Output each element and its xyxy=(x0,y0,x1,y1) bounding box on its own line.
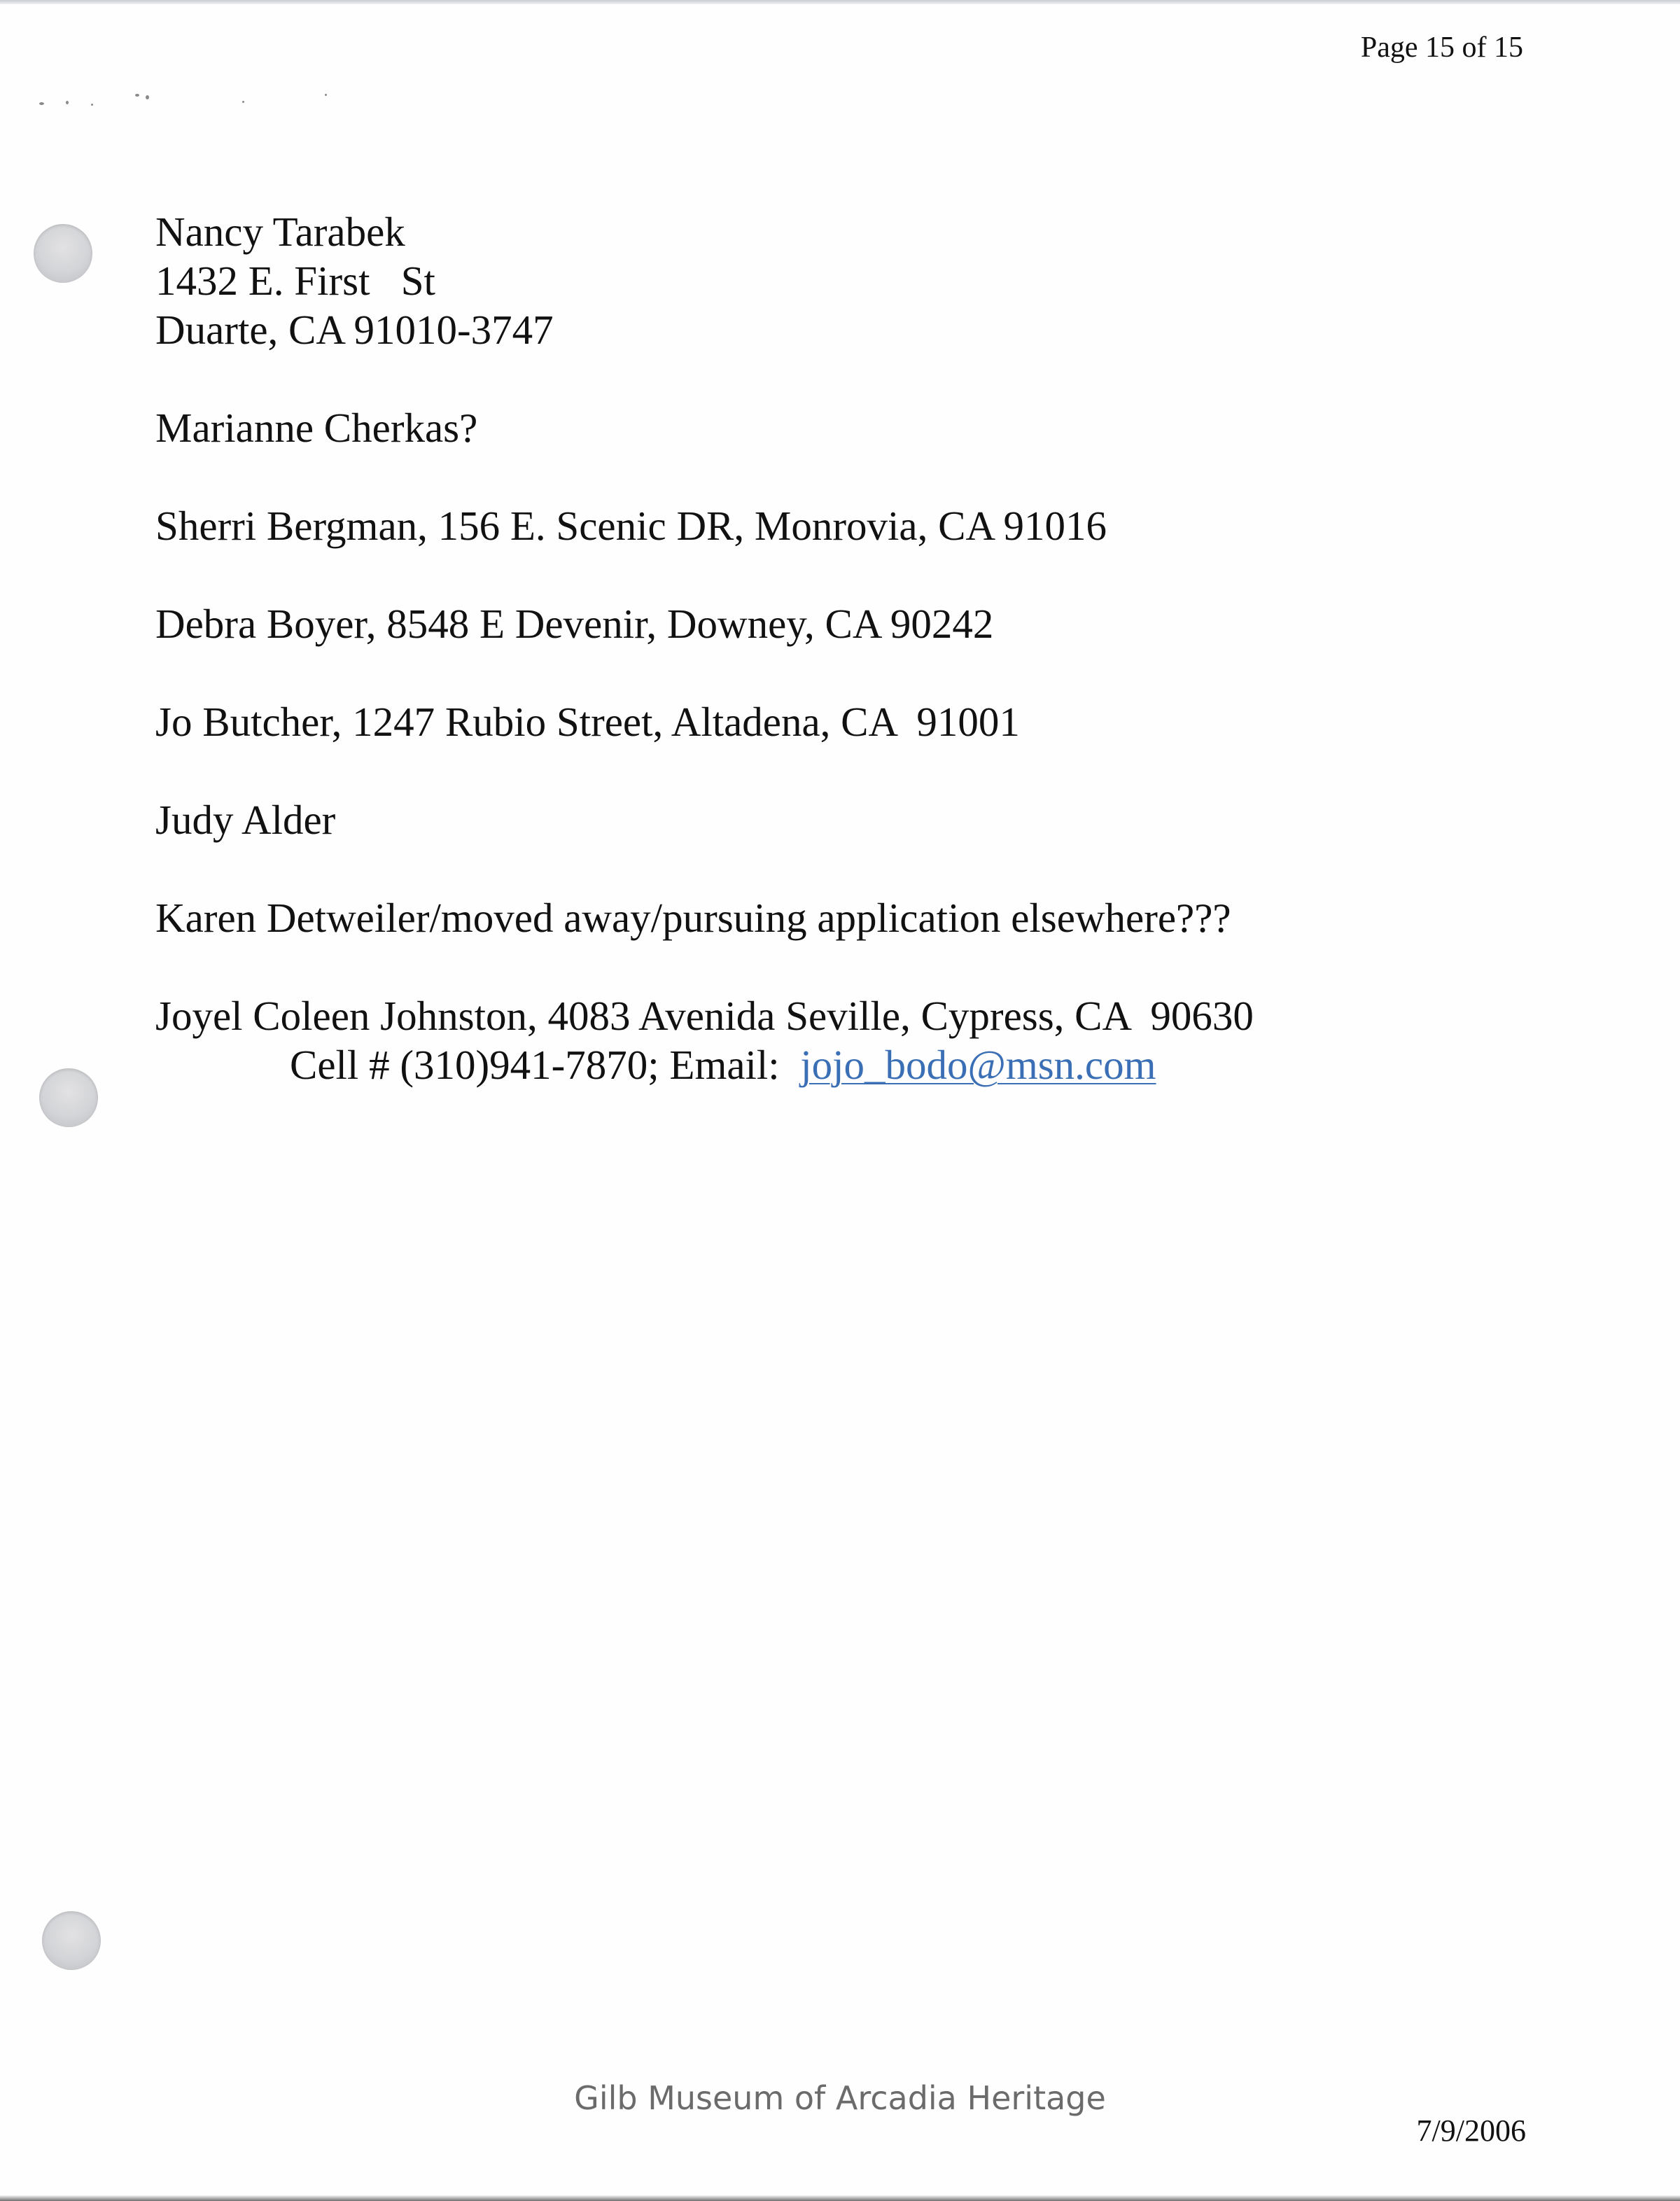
contact-list xyxy=(155,207,1485,1089)
binder-hole-middle xyxy=(39,1068,98,1127)
contact-city: Duarte, CA 91010-3747 xyxy=(155,307,554,353)
scan-specks xyxy=(35,90,336,111)
contact-jo-butcher: Jo Butcher, 1247 Rubio Street, Altadena, CA 91001 xyxy=(155,699,1020,745)
contact-marianne-cherkas: Marianne Cherkas? xyxy=(155,405,478,451)
contact-sherri-bergman: Sherri Bergman, 156 E. Scenic DR, Monrovia, CA 91016 xyxy=(155,503,1107,549)
footer-date: 7/9/2006 xyxy=(1416,2113,1526,2148)
scan-edge-top xyxy=(0,0,1680,4)
binder-hole-bottom xyxy=(42,1911,101,1970)
contact-nancy-tarabek xyxy=(155,207,1485,354)
contact-joyel-johnston xyxy=(155,991,1485,1089)
contact-address-line: Joyel Coleen Johnston, 4083 Avenida Seville, Cypress, CA 90630 xyxy=(155,993,1254,1039)
contact-name: Nancy Tarabek xyxy=(155,209,405,255)
contact-street: 1432 E. First St xyxy=(155,258,435,304)
contact-phone-email-line xyxy=(155,1040,1485,1089)
scan-edge-bottom xyxy=(0,2195,1680,2201)
contact-debra-boyer: Debra Boyer, 8548 E Devenir, Downey, CA 90242 xyxy=(155,601,994,647)
contact-phone: Cell # (310)941-7870; Email: xyxy=(290,1042,801,1088)
contact-judy-alder: Judy Alder xyxy=(155,797,336,843)
page-number: Page 15 of 15 xyxy=(1360,32,1523,64)
email-link[interactable]: jojo_bodo@msn.com xyxy=(800,1042,1156,1088)
binder-hole-top xyxy=(34,224,92,283)
contact-karen-detweiler: Karen Detweiler/moved away/pursuing application elsewhere??? xyxy=(155,895,1231,941)
museum-watermark: Gilb Museum of Arcadia Heritage xyxy=(574,2079,1106,2117)
